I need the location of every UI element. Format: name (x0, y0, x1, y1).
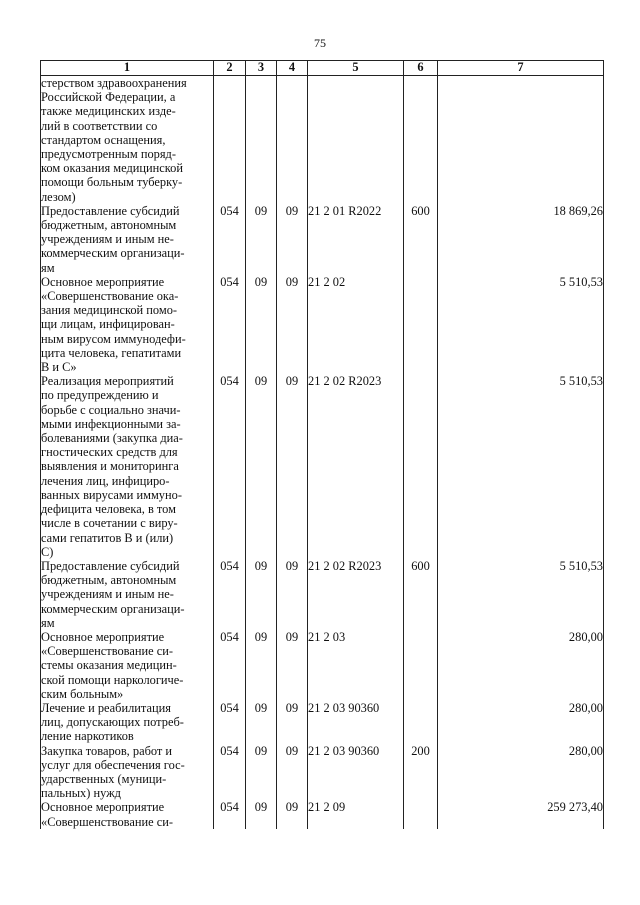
row-name-line: учреждениям и иным не- (41, 232, 174, 247)
row-name-line: ление наркотиков (41, 729, 134, 744)
row-name-line: бюджетным, автономным (41, 573, 177, 588)
row-section-code (246, 76, 277, 204)
row-section-code: 09 (246, 800, 277, 828)
row-name-line: ям (41, 615, 55, 630)
row-target-code: 21 2 02 R2023 (308, 374, 404, 559)
row-ministry-code: 054 (214, 204, 246, 275)
budget-table (40, 60, 604, 829)
row-name-line: Закупка товаров, работ и (41, 743, 173, 758)
row-name-line: болеваниями (закупка диа- (41, 431, 183, 446)
row-name-line: коммерческим организаци- (41, 246, 185, 261)
table-row (41, 701, 604, 744)
row-name-line: гностических средств для (41, 445, 178, 460)
row-section-code: 09 (246, 204, 277, 275)
table-row (41, 800, 604, 828)
row-name (41, 800, 214, 828)
col-header-7: 7 (438, 61, 604, 76)
row-section-code: 09 (246, 701, 277, 744)
row-name-line: дефицита человека, в том (41, 502, 176, 517)
row-expense-type-code (404, 374, 438, 559)
row-amount: 5 510,53 (438, 374, 604, 559)
row-name-line: цита человека, гепатитами (41, 345, 182, 360)
row-name-line: В и С» (41, 360, 77, 375)
row-ministry-code: 054 (214, 374, 246, 559)
row-amount: 5 510,53 (438, 559, 604, 630)
row-amount: 280,00 (438, 630, 604, 701)
col-header-3: 3 (246, 61, 277, 76)
row-name-line: услуг для обеспечения гос- (41, 757, 185, 772)
row-subsection-code (277, 76, 308, 204)
row-name-line: Российской Федерации, а (41, 90, 176, 105)
row-name-line: Основное мероприятие (41, 800, 165, 815)
row-name-line: стандартом оснащения, (41, 132, 166, 147)
row-name-line: зания медицинской помо- (41, 303, 178, 318)
row-amount: 280,00 (438, 701, 604, 744)
row-name (41, 275, 214, 374)
row-name-line: борьбе с социально значи- (41, 402, 181, 417)
col-header-2: 2 (214, 61, 246, 76)
row-subsection-code: 09 (277, 800, 308, 828)
row-ministry-code: 054 (214, 559, 246, 630)
table-row (41, 76, 604, 204)
row-name-line: Основное мероприятие (41, 629, 165, 644)
row-ministry-code: 054 (214, 275, 246, 374)
col-header-6: 6 (404, 61, 438, 76)
row-name-line: предусмотренным поряд- (41, 147, 176, 162)
table-row (41, 374, 604, 559)
table-row (41, 630, 604, 701)
row-ministry-code (214, 76, 246, 204)
row-name-line: ям (41, 260, 55, 275)
row-name-line: лезом) (41, 189, 76, 204)
col-header-4: 4 (277, 61, 308, 76)
row-expense-type-code (404, 800, 438, 828)
row-target-code: 21 2 09 (308, 800, 404, 828)
row-name (41, 701, 214, 744)
row-expense-type-code: 600 (404, 204, 438, 275)
row-expense-type-code (404, 76, 438, 204)
row-target-code: 21 2 03 90360 (308, 701, 404, 744)
row-name-line: учреждениям и иным не- (41, 587, 174, 602)
row-name-line: ным вирусом иммунодефи- (41, 331, 186, 346)
row-subsection-code: 09 (277, 559, 308, 630)
row-name-line: также медицинских изде- (41, 104, 176, 119)
row-subsection-code: 09 (277, 701, 308, 744)
row-name-line: коммерческим организаци- (41, 601, 185, 616)
row-target-code: 21 2 03 90360 (308, 744, 404, 801)
row-ministry-code: 054 (214, 744, 246, 801)
row-name-line: ванных вирусами иммуно- (41, 487, 182, 502)
row-name-line: лечения лиц, инфициро- (41, 473, 170, 488)
row-name-line: С) (41, 544, 54, 559)
row-name-line: стерством здравоохранения (41, 76, 187, 90)
table-row (41, 559, 604, 630)
table-row (41, 275, 604, 374)
row-ministry-code: 054 (214, 701, 246, 744)
row-name-line: Реализация мероприятий (41, 374, 174, 389)
row-section-code: 09 (246, 630, 277, 701)
row-section-code: 09 (246, 275, 277, 374)
row-amount: 280,00 (438, 744, 604, 801)
table-row (41, 204, 604, 275)
row-expense-type-code: 600 (404, 559, 438, 630)
row-name-line: бюджетным, автономным (41, 218, 177, 233)
row-section-code: 09 (246, 559, 277, 630)
row-name-line: Предоставление субсидий (41, 203, 180, 218)
row-name-line: Предоставление субсидий (41, 558, 180, 573)
row-name-line: стемы оказания медицин- (41, 658, 177, 673)
row-target-code: 21 2 03 (308, 630, 404, 701)
row-target-code: 21 2 01 R2022 (308, 204, 404, 275)
row-name-line: «Совершенствование си- (41, 814, 173, 829)
row-name-line: сами гепатитов В и (или) (41, 530, 174, 545)
row-name (41, 744, 214, 801)
header-row (41, 61, 604, 76)
row-name-line: мыми инфекционными за- (41, 416, 181, 431)
row-subsection-code: 09 (277, 374, 308, 559)
row-target-code (308, 76, 404, 204)
row-amount: 5 510,53 (438, 275, 604, 374)
row-name-line: «Совершенствование ока- (41, 289, 179, 304)
row-ministry-code: 054 (214, 800, 246, 828)
col-header-1: 1 (41, 61, 214, 76)
row-name-line: ской помощи наркологиче- (41, 672, 184, 687)
row-section-code: 09 (246, 744, 277, 801)
row-subsection-code: 09 (277, 744, 308, 801)
row-name-line: ударственных (муници- (41, 771, 167, 786)
row-expense-type-code (404, 275, 438, 374)
row-target-code: 21 2 02 (308, 275, 404, 374)
row-name-line: пальных) нужд (41, 786, 121, 801)
row-name-line: щи лицам, инфицирован- (41, 317, 175, 332)
row-subsection-code: 09 (277, 630, 308, 701)
row-name-line: лий в соответствии со (41, 118, 158, 133)
row-amount: 18 869,26 (438, 204, 604, 275)
row-name-line: «Совершенствование си- (41, 644, 173, 659)
row-name-line: лиц, допускающих потреб- (41, 715, 184, 730)
row-name-line: числе в сочетании с виру- (41, 516, 178, 531)
table-row (41, 744, 604, 801)
row-name (41, 76, 214, 204)
row-expense-type-code: 200 (404, 744, 438, 801)
row-name (41, 374, 214, 559)
row-name-line: помощи больным туберку- (41, 175, 183, 190)
row-name-line: выявления и мониторинга (41, 459, 179, 474)
row-name-line: Лечение и реабилитация (41, 700, 171, 715)
row-expense-type-code (404, 701, 438, 744)
row-name (41, 559, 214, 630)
row-name (41, 204, 214, 275)
row-subsection-code: 09 (277, 275, 308, 374)
row-ministry-code: 054 (214, 630, 246, 701)
row-name-line: Основное мероприятие (41, 274, 165, 289)
row-subsection-code: 09 (277, 204, 308, 275)
row-amount (438, 76, 604, 204)
row-name-line: ком оказания медицинской (41, 161, 183, 176)
row-expense-type-code (404, 630, 438, 701)
page-number: 75 (314, 36, 326, 50)
row-name (41, 630, 214, 701)
row-target-code: 21 2 02 R2023 (308, 559, 404, 630)
row-name-line: ским больным» (41, 686, 124, 701)
row-section-code: 09 (246, 374, 277, 559)
row-name-line: по предупреждению и (41, 388, 159, 403)
row-amount: 259 273,40 (438, 800, 604, 828)
col-header-5: 5 (308, 61, 404, 76)
